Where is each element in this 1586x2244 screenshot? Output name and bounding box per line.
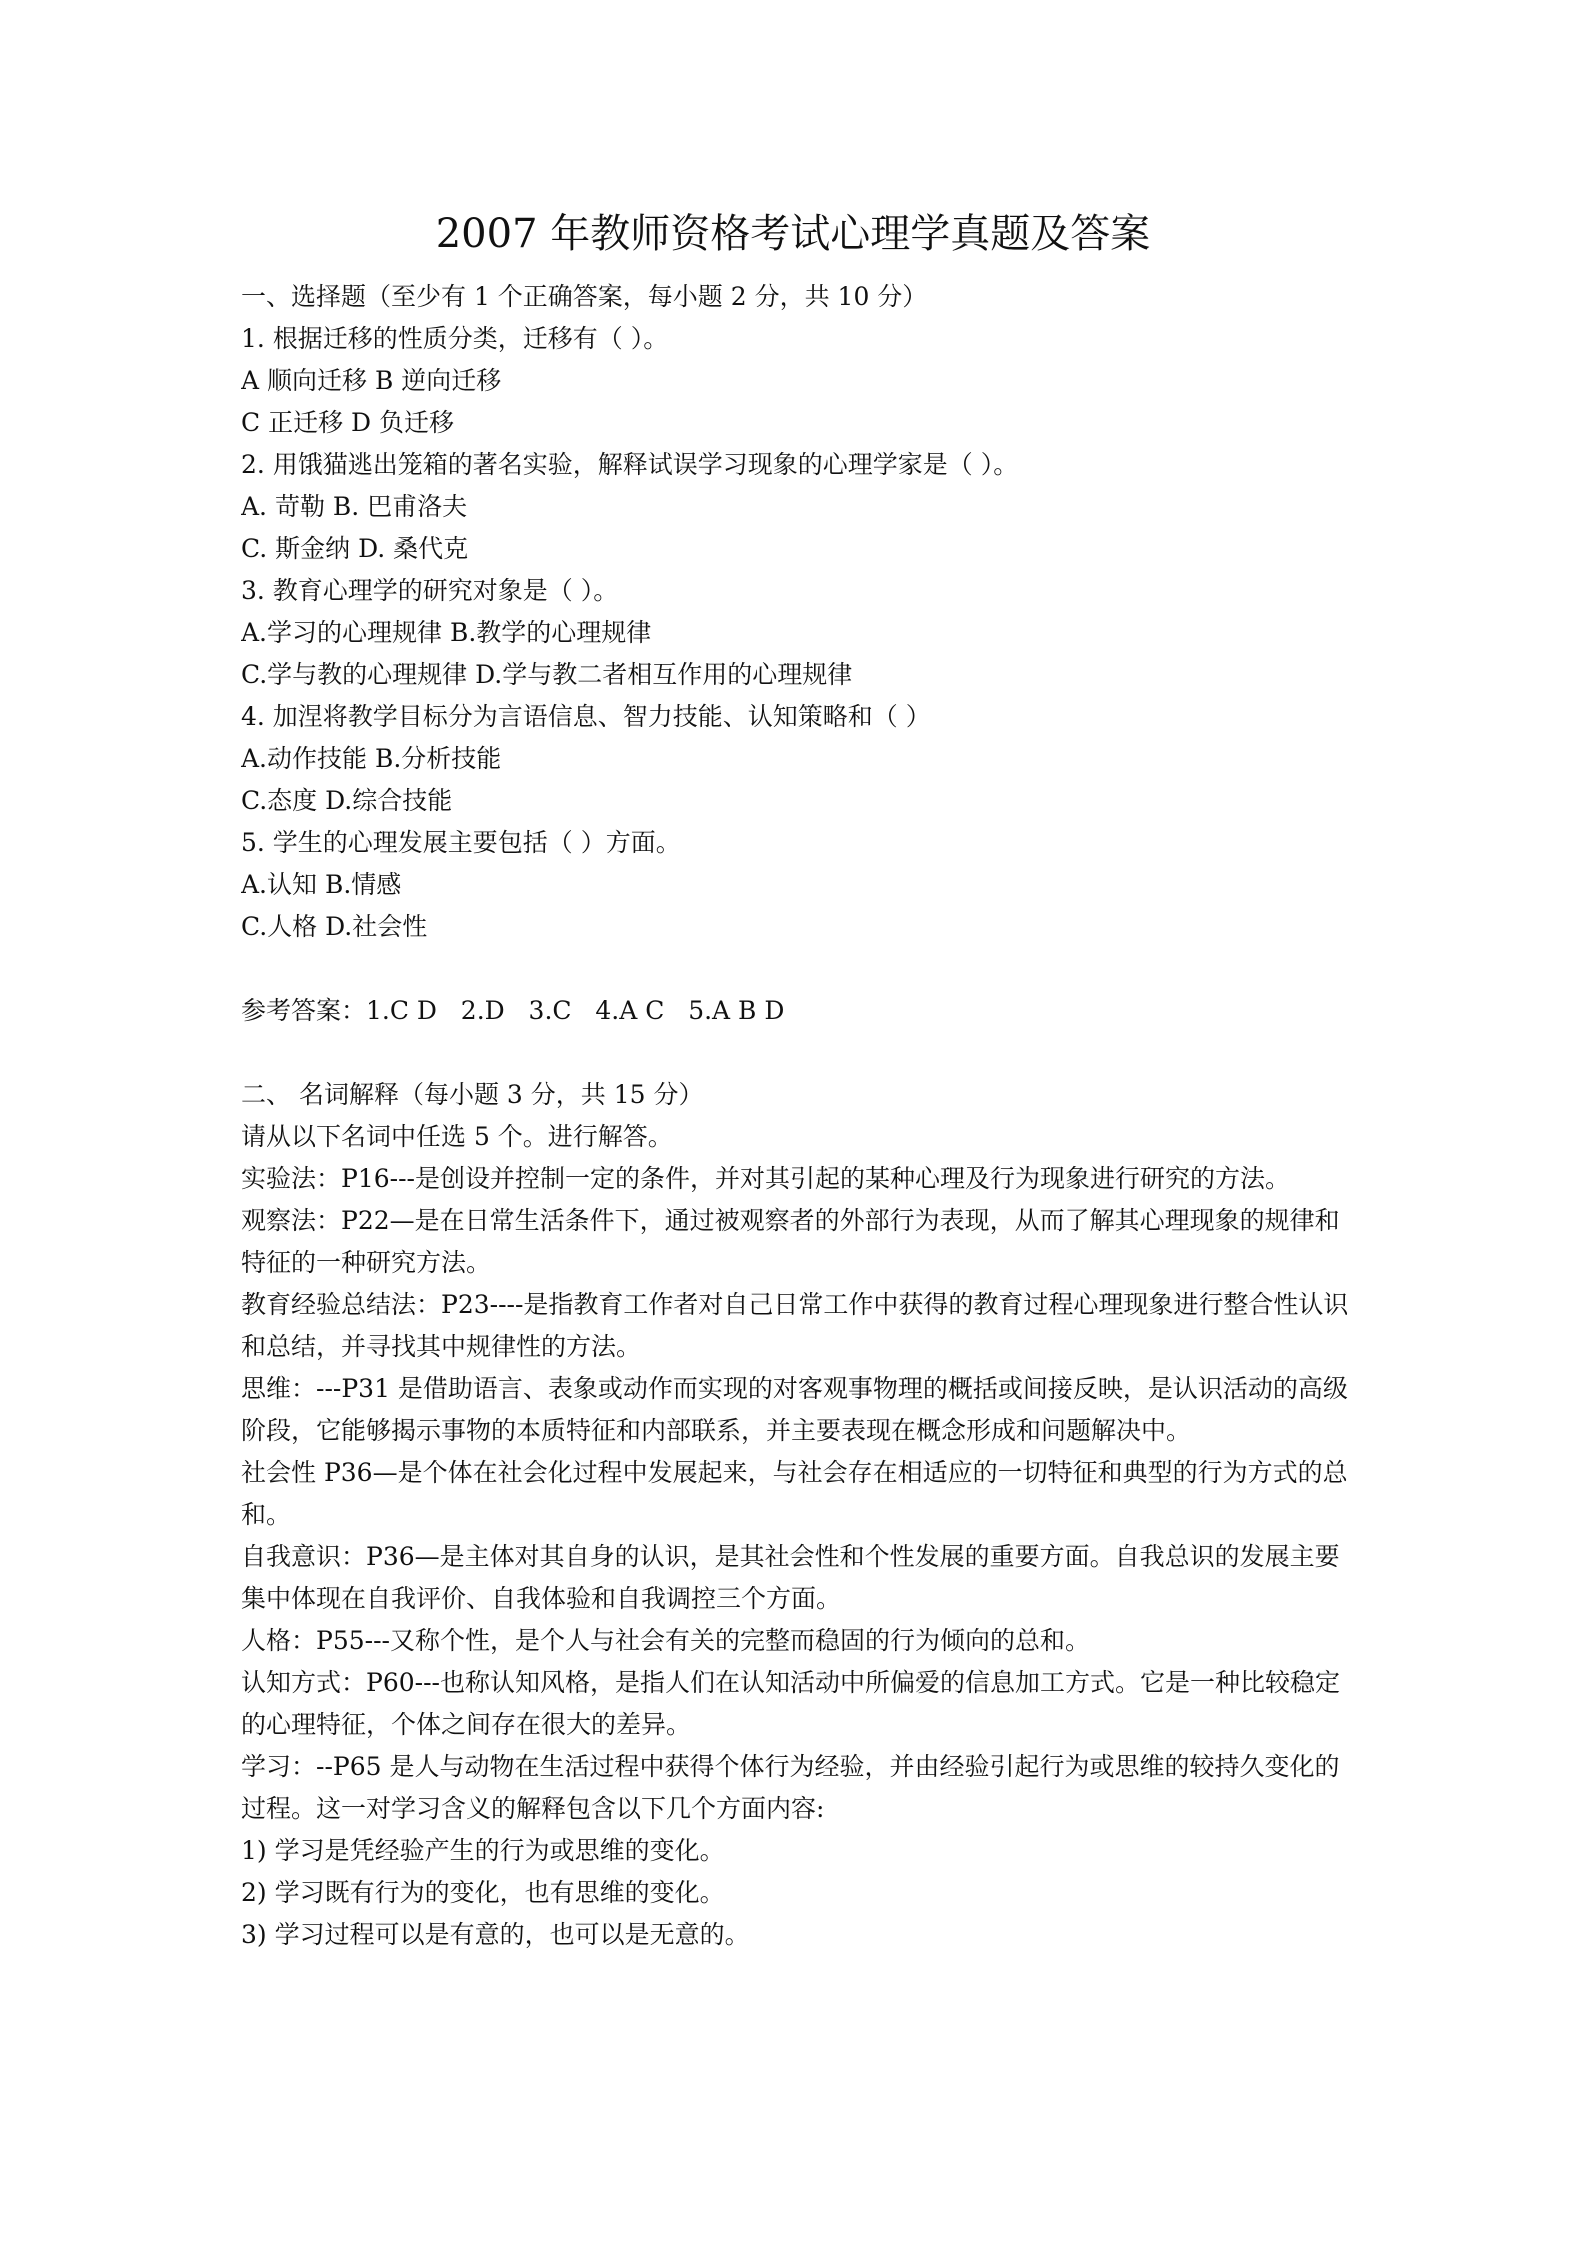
question-3-options-cd: C.学与教的心理规律 D.学与教二者相互作用的心理规律 xyxy=(241,660,853,689)
document-title: 2007 年教师资格考试心理学真题及答案 xyxy=(435,211,1151,257)
section-1-heading: 一、选择题（至少有 1 个正确答案，每小题 2 分，共 10 分） xyxy=(241,282,928,311)
document-body xyxy=(241,276,1361,1956)
question-5-options-cd: C.人格 D.社会性 xyxy=(241,912,428,941)
definition-observation-method: 观察法：P22—是在日常生活条件下，通过被观察者的外部行为表现，从而了解其心理现象的规律和特征的一种研究方法。 xyxy=(241,1206,1340,1277)
blank-line xyxy=(241,1032,1361,1074)
definition-learning: 学习：--P65 是人与动物在生活过程中获得个体行为经验，并由经验引起行为或思维的较持久变化的过程。这一对学习含义的解释包含以下几个方面内容: xyxy=(241,1752,1340,1823)
definition-cognitive-style: 认知方式：P60---也称认知风格，是指人们在认知活动中所偏爱的信息加工方式。它是一种比较稳定的心理特征，个体之间存在很大的差异。 xyxy=(241,1668,1340,1739)
blank-line xyxy=(241,948,1361,990)
question-4-options-ab: A.动作技能 B.分析技能 xyxy=(241,744,502,773)
question-2-stem: 2. 用饿猫逃出笼箱的著名实验，解释试误学习现象的心理学家是（ ）。 xyxy=(241,450,1019,479)
definition-experiment-method: 实验法：P16---是创设并控制一定的条件，并对其引起的某种心理及行为现象进行研究的方法。 xyxy=(241,1164,1290,1193)
question-5-stem: 5. 学生的心理发展主要包括（ ）方面。 xyxy=(241,828,681,857)
question-4-options-cd: C.态度 D.综合技能 xyxy=(241,786,453,815)
question-1-options-ab: A 顺向迁移 B 逆向迁移 xyxy=(241,366,502,395)
question-5-options-ab: A.认知 B.情感 xyxy=(241,870,402,899)
question-2-options-ab: A. 苛勒 B. 巴甫洛夫 xyxy=(241,492,468,521)
learning-point-2: 2) 学习既有行为的变化，也有思维的变化。 xyxy=(241,1878,725,1907)
question-3-stem: 3. 教育心理学的研究对象是（ ）。 xyxy=(241,576,619,605)
section-2-instruction: 请从以下名词中任选 5 个。进行解答。 xyxy=(241,1122,673,1151)
section-2-heading: 二、 名词解释（每小题 3 分，共 15 分） xyxy=(241,1080,704,1109)
definition-personality: 人格：P55---又称个性，是个人与社会有关的完整而稳固的行为倾向的总和。 xyxy=(241,1626,1090,1655)
question-4-stem: 4. 加涅将教学目标分为言语信息、智力技能、认知策略和（ ） xyxy=(241,702,931,731)
learning-point-3: 3) 学习过程可以是有意的，也可以是无意的。 xyxy=(241,1920,750,1949)
question-3-options-ab: A.学习的心理规律 B.教学的心理规律 xyxy=(241,618,652,647)
answer-key: 参考答案：1.C D 2.D 3.C 4.A C 5.A B D xyxy=(241,996,785,1025)
definition-self-consciousness: 自我意识：P36—是主体对其自身的认识，是其社会性和个性发展的重要方面。自我总识的发展主要集中体现在自我评价、自我体验和自我调控三个方面。 xyxy=(241,1542,1340,1613)
question-2-options-cd: C. 斯金纳 D. 桑代克 xyxy=(241,534,469,563)
question-1-stem: 1. 根据迁移的性质分类，迁移有（ ）。 xyxy=(241,324,669,353)
question-1-options-cd: C 正迁移 D 负迁移 xyxy=(241,408,455,437)
learning-point-1: 1) 学习是凭经验产生的行为或思维的变化。 xyxy=(241,1836,725,1865)
definition-experience-summary-method: 教育经验总结法：P23----是指教育工作者对自己日常工作中获得的教育过程心理现象进行整合性认识和总结，并寻找其中规律性的方法。 xyxy=(241,1290,1349,1361)
definition-thinking: 思维：---P31 是借助语言、表象或动作而实现的对客观事物理的概括或间接反映，是认识活动的高级阶段，它能够揭示事物的本质特征和内部联系，并主要表现在概念形成和问题解决中。 xyxy=(241,1374,1348,1445)
definition-sociality: 社会性 P36—是个体在社会化过程中发展起来，与社会存在相适应的一切特征和典型的行为方式的总和。 xyxy=(241,1458,1348,1529)
